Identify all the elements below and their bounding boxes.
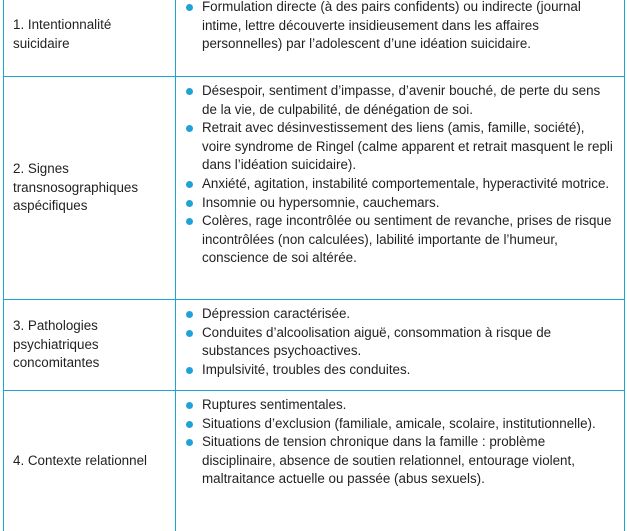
- row-items-cell: [176, 391, 624, 531]
- row-label-cell: [4, 391, 176, 531]
- bullet-list: [185, 82, 616, 268]
- list-item: Anxiété, agitation, instabilité comportementale, hyperactivité motrice.: [185, 175, 616, 194]
- list-item: Désespoir, sentiment d’impasse, d’avenir bouché, de perte du sens de la vie, de culpabilité, de dénégation de soi.: [185, 82, 616, 119]
- list-item: Retrait avec désinvestissement des liens (amis, famille, société), voire syndrome de Ringel (calme apparent et retrait masquent le repli dans l’idéation suicidaire).: [185, 119, 616, 175]
- row-items-cell: [176, 0, 624, 76]
- row-items-cell: [176, 77, 624, 299]
- bullet-list: [185, 396, 616, 489]
- row-label: 2. Signes transnosographiques aspécifiques: [13, 161, 139, 214]
- bullet-list: [185, 0, 616, 54]
- row-label-cell: [4, 300, 176, 390]
- list-item: Situations d’exclusion (familiale, amicale, scolaire, institutionnelle).: [185, 415, 616, 434]
- list-item: Conduites d’alcoolisation aiguë, consommation à risque de substances psychoactives.: [185, 324, 616, 361]
- row-label: 4. Contexte relationnel: [13, 452, 147, 468]
- list-item: Formulation directe (à des pairs confidents) ou indirecte (journal intime, lettre découverte insidieusement dans les affaires personnelles) par l’adolescent d’une idéation suicidaire.: [185, 0, 616, 54]
- list-item: Insomnie ou hypersomnie, cauchemars.: [185, 194, 616, 213]
- bullet-list: [185, 305, 616, 379]
- list-item: Impulsivité, troubles des conduites.: [185, 361, 616, 380]
- row-label-cell: [4, 0, 176, 76]
- row-items-cell: [176, 300, 624, 390]
- list-item: Colères, rage incontrôlée ou sentiment de revanche, prises de risque incontrôlées (non calculées), labilité importante de l’humeur, conscience de soi altérée.: [185, 212, 616, 268]
- table-row: [4, 391, 624, 531]
- row-label: 3. Pathologies psychiatriques concomitantes: [13, 318, 100, 371]
- risk-factors-table: [3, 0, 625, 531]
- list-item: Situations de tension chronique dans la famille : problème disciplinaire, absence de soutien relationnel, entourage violent, maltraitance actuelle ou passée (abus sexuels).: [185, 433, 616, 489]
- list-item: Ruptures sentimentales.: [185, 396, 616, 415]
- table-row: [4, 77, 624, 300]
- row-label-cell: [4, 77, 176, 299]
- row-label: 1. Intentionnalité suicidaire: [13, 16, 112, 51]
- table-row: [4, 300, 624, 391]
- list-item: Dépression caractérisée.: [185, 305, 616, 324]
- table-row: [4, 0, 624, 77]
